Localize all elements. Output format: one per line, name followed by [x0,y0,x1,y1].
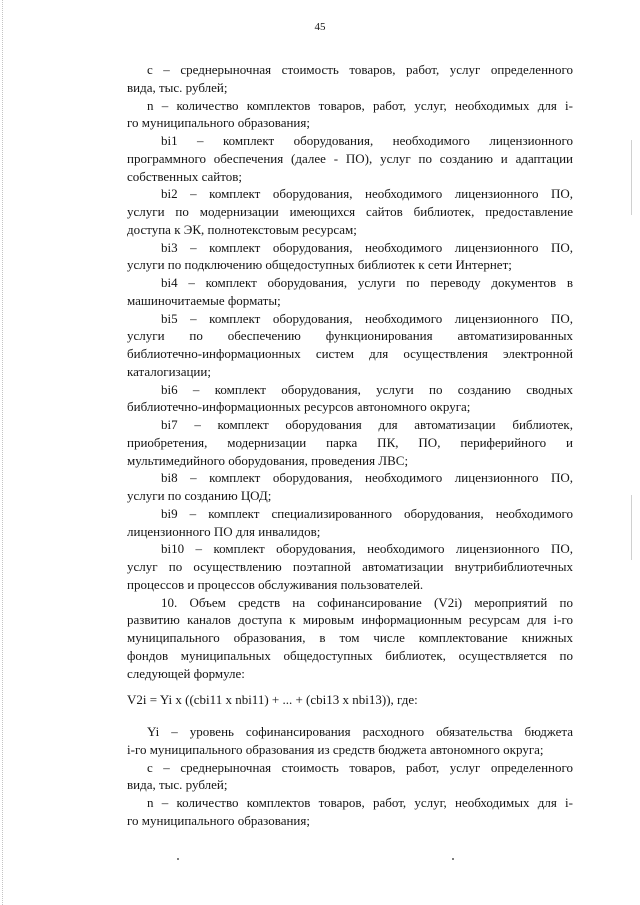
scan-dot-artifact [452,858,454,860]
text-line: bi5 – комплект оборудования, необходимого лицензионного ПО, [161,310,573,326]
text-line: процессов и процессов обслуживания пользователей. [127,576,424,592]
text-line: bi3 – комплект оборудования, необходимого лицензионного ПО, [161,239,573,255]
scan-edge-artifact [631,495,632,560]
text-line: n – количество комплектов товаров, работ, услуг, необходимых для i- [147,795,573,810]
text-line: n – количество комплектов товаров, работ, услуг, необходимых для i- [147,97,573,113]
formula: V2i = Yi x ((cbi11 x nbi11) + ... + (cbi13 x nbi13)), где: [127,692,418,708]
definition-bi4 [127,274,573,310]
text-line: программного обеспечения (далее - ПО), услуг по созданию и адаптации [127,150,573,166]
definition-n [127,97,573,133]
text-line: следующей формуле: [127,665,245,681]
text-line: c – среднерыночная стоимость товаров, работ, услуг определенного [147,759,573,775]
text-line: bi2 – комплект оборудования, необходимого лицензионного ПО, [161,186,573,202]
clause-10 [127,594,573,683]
scan-edge-artifact [631,140,632,215]
text-line: вида, тыс. рублей; [127,79,228,95]
text-line: развитию каналов доступа к мировым информационным ресурсам для i-го [127,612,573,628]
text-line: услуги по обеспечению функционирования автоматизированных [127,328,573,344]
text-line: bi8 – комплект оборудования, необходимого лицензионного ПО, [161,470,573,486]
definition-c [127,61,573,97]
text-line: собственных сайтов; [127,168,242,184]
definition-bi3 [127,239,573,275]
definition-yi [127,723,573,759]
definition-bi6 [127,381,573,417]
text-line: библиотечно-информационных систем для осуществления электронной [127,346,573,361]
text-line: муниципального образования, в том числе комплектование книжных [127,630,573,645]
text-line: фондов муниципальных общедоступных библиотек, осуществляется по [127,647,573,663]
text-line: мультимедийного оборудования, проведения ЛВС; [127,452,409,468]
definition-bi2 [127,185,573,238]
scan-dot-artifact [177,858,179,860]
page-number: 45 [314,21,326,33]
text-line: Yi – уровень софинансирования расходного обязательства бюджета [147,724,573,739]
definition-bi9 [127,505,573,541]
text-line: библиотечно-информационных ресурсов автономного округа; [127,399,471,415]
text-line: bi10 – комплект оборудования, необходимого лицензионного ПО, [161,541,573,557]
definition-bi1 [127,132,573,185]
definition-c-repeat [127,759,573,795]
definition-bi8 [127,469,573,505]
text-line: 10. Объем средств на софинансирование (V2i) мероприятий по [161,594,573,610]
text-line: машиночитаемые форматы; [127,292,281,308]
text-line: го муниципального образования; [127,812,310,828]
text-line: лицензионного ПО для инвалидов; [127,523,321,539]
text-line: услуги по подключению общедоступных библиотек к сети Интернет; [127,257,512,273]
text-line: доступа к ЭК, полнотекстовым ресурсам; [127,221,357,237]
text-line: каталогизации; [127,363,211,379]
text-line: го муниципального образования; [127,115,310,131]
text-line: bi1 – комплект оборудования, необходимого лицензионного [161,133,573,148]
definition-bi10 [127,540,573,593]
definition-bi5 [127,310,573,381]
text-line: услуги по модернизации имеющихся сайтов библиотек, предоставление [127,204,573,219]
text-line: bi6 – комплект оборудования, услуги по созданию сводных [161,381,573,397]
text-line: bi7 – комплект оборудования для автоматизации библиотек, [161,417,573,432]
text-line: услуги по созданию ЦОД; [127,488,272,503]
document-body [127,61,573,830]
text-line: c – среднерыночная стоимость товаров, работ, услуг определенного [147,62,573,77]
text-line: i-го муниципального образования из средств бюджета автономного округа; [127,741,544,757]
text-line: bi9 – комплект специализированного оборудования, необходимого [161,505,573,521]
definition-n-repeat [127,794,573,830]
text-line: услуг по осуществлению поэтапной автоматизации внутрибиблиотечных [127,559,573,574]
scan-edge-artifact [2,0,3,905]
definition-bi7 [127,416,573,469]
text-line: вида, тыс. рублей; [127,777,228,793]
text-line: bi4 – комплект оборудования, услуги по переводу документов в [161,275,573,290]
text-line: приобретения, модернизации парка ПК, ПО, периферийного и [127,434,573,450]
